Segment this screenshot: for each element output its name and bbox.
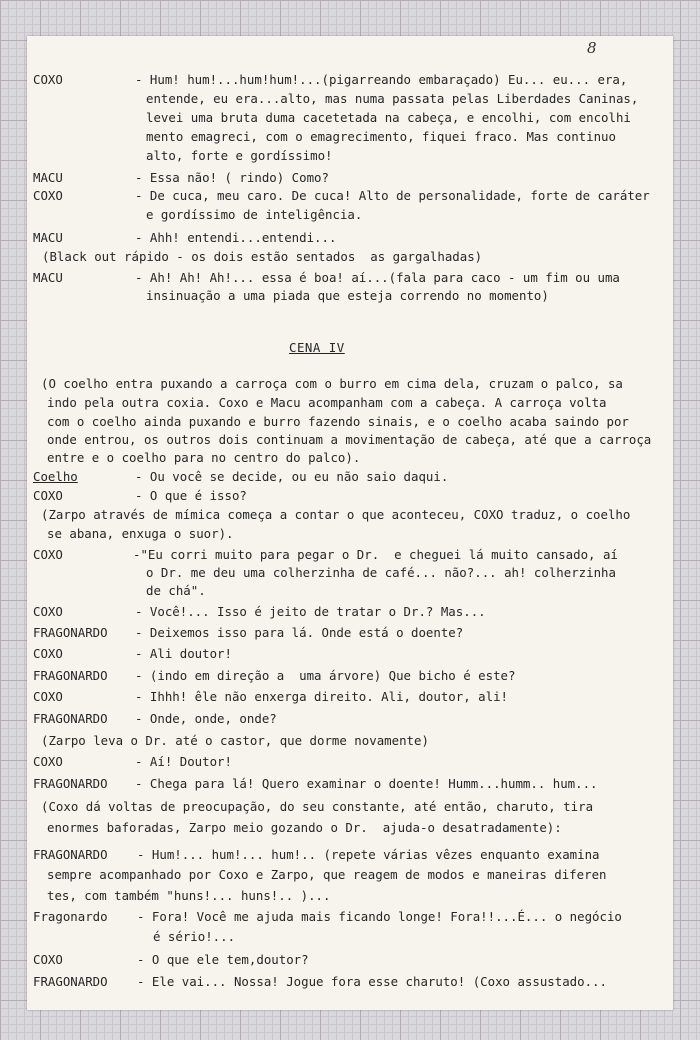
speaker-name: COXO [33,72,63,87]
speaker-name: COXO [33,689,63,704]
speaker-name: FRAGONARDO [33,711,108,726]
dialogue-line: - Ah! Ah! Ah!... essa é boa! aí...(fala para caco - um fim ou uma [135,270,620,285]
speaker-name: MACU [33,270,63,285]
speaker-name: COXO [33,604,63,619]
dialogue-line: - Ou você se decide, ou eu não saio daqui. [135,469,449,484]
speaker-name: COXO [33,646,63,661]
dialogue-line: - Hum! hum!...hum!hum!...(pigarreando embaraçado) Eu... eu... era, [135,72,628,87]
dialogue-line: - Ihhh! êle não enxerga direito. Ali, doutor, ali! [135,689,508,704]
dialogue-line: - Chega para lá! Quero examinar o doente! Humm...humm.. hum... [135,776,598,791]
speaker-name: COXO [33,754,63,769]
speaker-name: FRAGONARDO [33,847,108,862]
script-line: entende, eu era...alto, mas numa passata pelas Liberdades Caninas, [146,91,639,106]
speaker-name: COXO [33,547,63,562]
speaker-name: MACU [33,230,63,245]
script-line: e gordíssimo de inteligência. [146,207,363,222]
speaker-name: Coelho [33,469,78,484]
speaker-name: FRAGONARDO [33,974,108,989]
script-line: (Coxo dá voltas de preocupação, do seu constante, até então, charuto, tira [41,799,594,814]
script-line: o Dr. me deu uma colherzinha de café... não?... ah! colherzinha [146,565,616,580]
script-line: tes, com também "huns!... huns!.. )... [47,888,331,903]
dialogue-line: - Essa não! ( rindo) Como? [135,170,329,185]
script-line: (Zarpo leva o Dr. até o castor, que dorme novamente) [41,733,429,748]
dialogue-line: - O que ele tem,doutor? [137,952,309,967]
script-line: alto, forte e gordíssimo! [146,148,333,163]
dialogue-line: -"Eu corri muito para pegar o Dr. e cheguei lá muito cansado, aí [133,547,618,562]
speaker-name: COXO [33,952,63,967]
script-line: é sério!... [153,929,236,944]
speaker-name: COXO [33,488,63,503]
script-line: onde entrou, os outros dois continuam a movimentação de cabeça, até que a carroça [47,432,652,447]
script-line: levei uma bruta duma cacetetada na cabeça, e encolhi, com encolhi [146,110,631,125]
speaker-name: FRAGONARDO [33,625,108,640]
dialogue-line: - Você!... Isso é jeito de tratar o Dr.? Mas... [135,604,486,619]
dialogue-line: - Ele vai... Nossa! Jogue fora esse charuto! (Coxo assustado... [137,974,607,989]
script-line: entre e o coelho para no centro do palco). [47,450,361,465]
dialogue-line: - Onde, onde, onde? [135,711,277,726]
script-line: (O coelho entra puxando a carroça com o burro em cima dela, cruzam o palco, sa [41,376,623,391]
script-line: (Black out rápido - os dois estão sentados as gargalhadas) [42,249,483,264]
dialogue-line: - O que é isso? [135,488,247,503]
speaker-name: FRAGONARDO [33,776,108,791]
script-line: com o coelho ainda puxando e burro fazendo sinais, e o coelho acaba saindo por [47,414,629,429]
speaker-name: MACU [33,170,63,185]
dialogue-line: - Deixemos isso para lá. Onde está o doente? [135,625,464,640]
dialogue-line: - De cuca, meu caro. De cuca! Alto de personalidade, forte de caráter [135,188,650,203]
dialogue-line: - Aí! Doutor! [135,754,232,769]
script-line: enormes baforadas, Zarpo meio gozando o Dr. ajuda-o desatradamente): [47,820,562,835]
page-number: 8 [587,39,597,57]
dialogue-line: - Fora! Você me ajuda mais ficando longe! Fora!!...É... o negócio [137,909,622,924]
script-line: se abana, enxuga o suor). [47,526,234,541]
script-line: insinuação a uma piada que esteja correndo no momento) [146,288,549,303]
script-line: de chá". [146,583,206,598]
speaker-name: COXO [33,188,63,203]
script-line: indo pela outra coxia. Coxo e Macu acompanham com a cabeça. A carroça volta [47,395,607,410]
script-line: mento emagreci, com o emagrecimento, fiquei fraco. Mas continuo [146,129,616,144]
speaker-name: Fragonardo [33,909,108,924]
speaker-name: FRAGONARDO [33,668,108,683]
dialogue-line: - Ali doutor! [135,646,232,661]
script-page [27,36,673,1010]
script-line: sempre acompanhado por Coxo e Zarpo, que reagem de modos e maneiras diferen [47,867,607,882]
dialogue-line: - (indo em direção a uma árvore) Que bicho é este? [135,668,516,683]
script-line: (Zarpo através de mímica começa a contar o que aconteceu, COXO traduz, o coelho [41,507,631,522]
scene-heading: CENA IV [289,340,345,355]
dialogue-line: - Ahh! entendi...entendi... [135,230,337,245]
dialogue-line: - Hum!... hum!... hum!.. (repete várias vêzes enquanto examina [137,847,600,862]
